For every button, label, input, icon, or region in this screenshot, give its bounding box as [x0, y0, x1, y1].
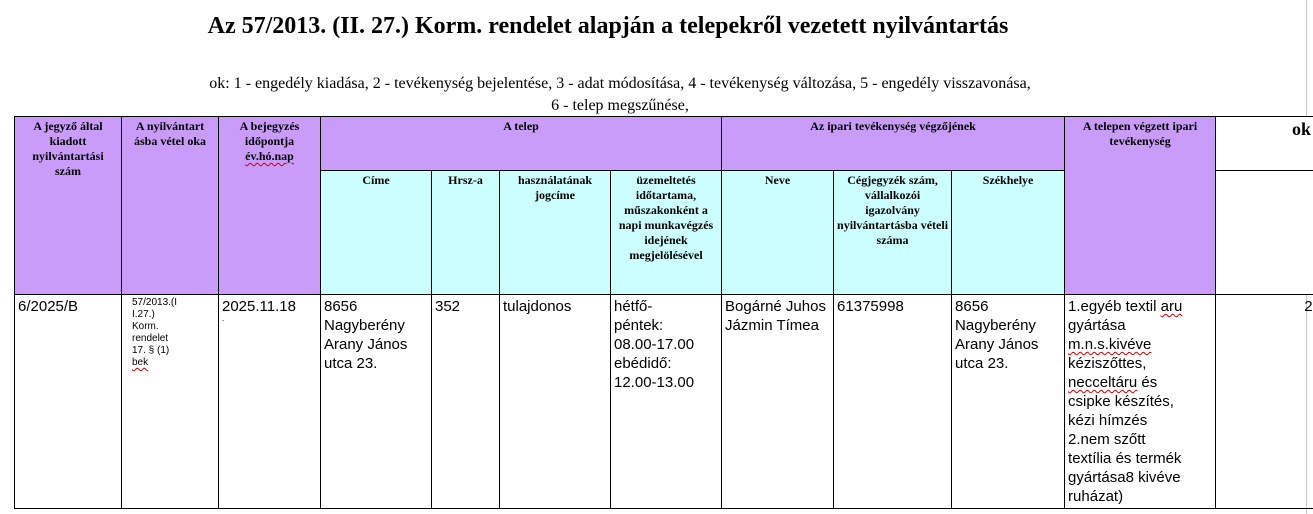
cell-telep-cim: 8656 Nagyberény Arany János utca 23.	[321, 295, 432, 509]
cell-jogcim: tulajdonos	[500, 295, 611, 509]
subheader-jogcim: használatának jogcíme	[500, 171, 611, 295]
cell-line: 2025.11.18	[222, 298, 296, 315]
cell-line: .	[222, 314, 225, 323]
cell-nev: Bogárné Juhos Jázmin Tímea	[722, 295, 834, 509]
reason-code-legend	[60, 73, 1180, 117]
cell-line: kéziszőttes,	[1068, 355, 1147, 372]
cell-bejegyzes-idopont	[219, 295, 321, 509]
cell-line: rendelet	[132, 333, 169, 344]
cell-line: ebédidő:	[614, 355, 672, 372]
cell-line: ruházat)	[1068, 488, 1124, 505]
cell-line: 2.nem szőtt	[1068, 431, 1146, 448]
cell-line: textília és termék	[1068, 450, 1182, 467]
legend-line-1: ok: 1 - engedély kiadása, 2 - tevékenység bejelentése, 3 - adat módosítása, 4 - tevékenység változása, 5 - engedély visszavonása,	[209, 75, 1031, 92]
page-title: Az 57/2013. (II. 27.) Korm. rendelet alapján a telepekről vezetett nyilvántartás	[207, 13, 1009, 39]
cell-line: péntek:	[614, 317, 664, 334]
cell-line: 08.00-17.00	[614, 336, 695, 353]
subheader-neve: Neve	[722, 171, 834, 295]
cell-line: Korm.	[132, 321, 159, 332]
spellcheck-underline: év.hó.nap	[245, 149, 294, 163]
subheader-cime: Címe	[321, 171, 432, 295]
table-row	[15, 295, 1313, 509]
subheader-szekhely: Székhelye	[952, 171, 1065, 295]
subheader-ok-blank	[1216, 171, 1313, 295]
cell-line: 57/2013.(I	[132, 297, 178, 308]
cell-hrsz: 352	[432, 295, 500, 509]
cell-line: kézi hímzés	[1068, 412, 1148, 429]
cell-line: I.27.)	[132, 309, 155, 320]
header-tevekenyseg: A telepen végzett ipari tevékenység	[1065, 117, 1216, 295]
cell-line: 1.egyéb textil aru	[1068, 298, 1183, 315]
cell-tevekenyseg	[1065, 295, 1216, 509]
cell-vetel-oka	[122, 295, 219, 509]
cell-uzemeltetes	[611, 295, 722, 509]
subheader-cegjegyzek: Cégjegyzék szám, vállalkozói igazolvány nyilvántartásba vételi száma	[834, 171, 952, 295]
cell-line: hétfő-	[614, 298, 653, 315]
cell-nyilvantartasi-szam: 6/2025/B	[15, 295, 122, 509]
cell-line: m.n.s.kivéve	[1068, 336, 1152, 353]
cell-line: bek	[132, 357, 149, 368]
header-group-telep: A telep	[321, 117, 722, 171]
header-nyilvantartasi-szam: A jegyző által kiadott nyilvántartási szám	[15, 117, 122, 295]
cell-line: gyártása	[1068, 317, 1126, 334]
cell-szekhely: 8656 Nagyberény Arany János utca 23.	[952, 295, 1065, 509]
table-header-row	[15, 117, 1313, 171]
cell-line: 17. § (1)	[132, 345, 170, 356]
registry-table	[14, 116, 1313, 509]
cell-line: 12.00-13.00	[614, 374, 695, 391]
cell-cegjegyzek: 61375998	[834, 295, 952, 509]
header-group-ipari: Az ipari tevékenység végzőjének	[722, 117, 1065, 171]
subheader-uzemeltetes: üzemeltetés időtartama, műszakonként a napi munkavégzés idejének megjelölésével	[611, 171, 722, 295]
header-vetel-oka: A nyilvántart ásba vétel oka	[122, 117, 219, 295]
cell-ok-value: 2	[1216, 295, 1313, 509]
legend-line-2: 6 - telep megszűnése,	[551, 97, 689, 114]
cell-line: gyártása8 kivéve	[1068, 469, 1181, 486]
cell-line: csipke készítés,	[1068, 393, 1174, 410]
cell-line: necceltáru és	[1068, 374, 1158, 391]
header-bejegyzes-idopont: A bejegyzés időpontja év.hó.nap	[219, 117, 321, 295]
header-ok: ok	[1216, 117, 1313, 171]
subheader-hrsz: Hrsz-a	[432, 171, 500, 295]
